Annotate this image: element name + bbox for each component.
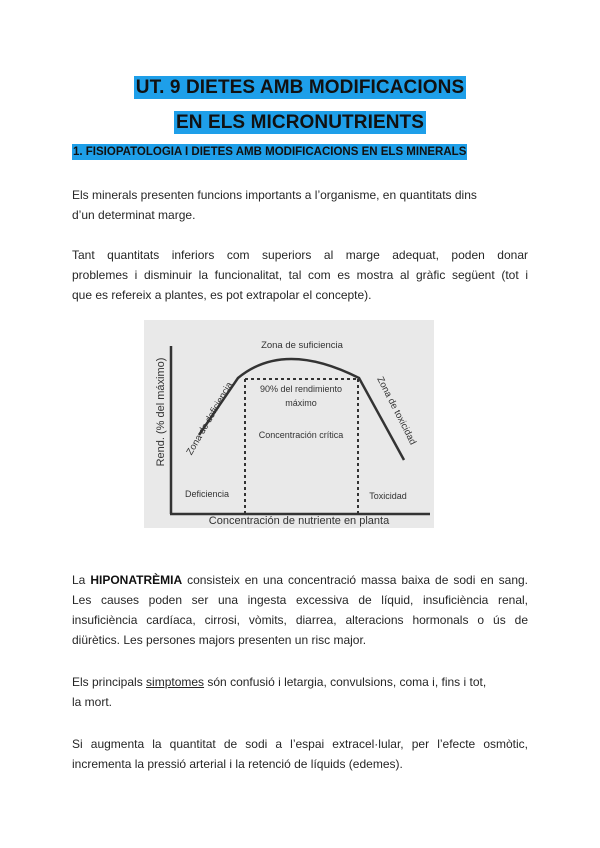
paragraph-line: insuficiència cardíaca, cirrosi, vòmits, diarrea, alteracions hormonals o ús de <box>72 613 528 627</box>
paragraph-margin <box>72 245 528 305</box>
toxicity-label: Toxicidad <box>369 491 407 501</box>
paragraph-line <box>72 672 528 692</box>
paragraph-line: incrementa la pressió arterial i la retenció de líquids (edemes). <box>72 757 403 771</box>
title-line-2-text: EN ELS MICRONUTRIENTS <box>175 112 425 133</box>
zone-deficiency-label: Zona de deficiencia <box>184 380 236 458</box>
nutrient-response-figure <box>144 320 434 528</box>
paragraph-line: la mort. <box>72 695 113 709</box>
paragraph-minerals-intro <box>72 185 528 225</box>
paragraph-line: diürètics. Les persones majors presenten un risc major. <box>72 633 367 647</box>
paragraph-line-rest: consisteix en una concentració massa baixa de sodi en sang. <box>182 573 529 587</box>
paragraph-line: Les causes poden ser una ingesta excessiva de líquid, insuficiència renal, <box>72 593 528 607</box>
x-axis-label: Concentración de nutriente en planta <box>208 515 390 527</box>
paragraph-line: problemes i disminuir la funcionalitat, tal com es mostra al gràfic següent (tot i <box>72 268 528 282</box>
section-heading-text: 1. FISIOPATOLOGIA I DIETES AMB MODIFICACIONS EN ELS MINERALS <box>73 146 467 158</box>
symptoms-underlined-term: simptomes <box>146 675 205 689</box>
max-yield-label-line1: 90% del rendimiento <box>259 384 343 394</box>
paragraph-lead: Els principals <box>72 675 147 689</box>
paragraph-hyponatremia <box>72 570 528 650</box>
title-line-1 <box>0 76 600 99</box>
section-heading <box>72 146 467 158</box>
paragraph-line: que es refereix a plantes, es pot extrapolar el concepte). <box>72 288 372 302</box>
paragraph-osmotic-effect <box>72 734 528 774</box>
title-line-2 <box>0 111 600 134</box>
hyponatremia-term: HIPONATRÈMIA <box>90 573 183 587</box>
zone-toxicity-label: Zona de toxicidad <box>374 374 419 447</box>
paragraph-symptoms <box>72 672 528 712</box>
y-axis-label: Rend. (% del máximo) <box>155 357 167 467</box>
nutrient-response-diagram <box>144 320 434 528</box>
max-yield-label-line2: máximo <box>285 398 317 408</box>
paragraph-lead: La <box>72 573 91 587</box>
response-curve <box>199 359 404 460</box>
paragraph-line-rest: són confusió i letargia, convulsions, coma i, fins i tot, <box>204 675 487 689</box>
title-line-1-text: UT. 9 DIETES AMB MODIFICACIONS <box>135 77 465 98</box>
zone-sufficiency-label: Zona de suficiencia <box>261 340 343 351</box>
paragraph-line: Si augmenta la quantitat de sodi a l’espai extracel·lular, per l’efecte osmòtic, <box>72 737 528 751</box>
paragraph-line: Tant quantitats inferiors com superiors al marge adequat, poden donar <box>72 248 528 262</box>
deficiency-label: Deficiencia <box>184 489 230 499</box>
critical-concentration-label: Concentración crítica <box>258 430 344 440</box>
paragraph-line: Els minerals presenten funcions importants a l’organisme, en quantitats dins <box>72 188 477 202</box>
paragraph-line <box>72 570 528 590</box>
paragraph-line: d’un determinat marge. <box>72 208 196 222</box>
